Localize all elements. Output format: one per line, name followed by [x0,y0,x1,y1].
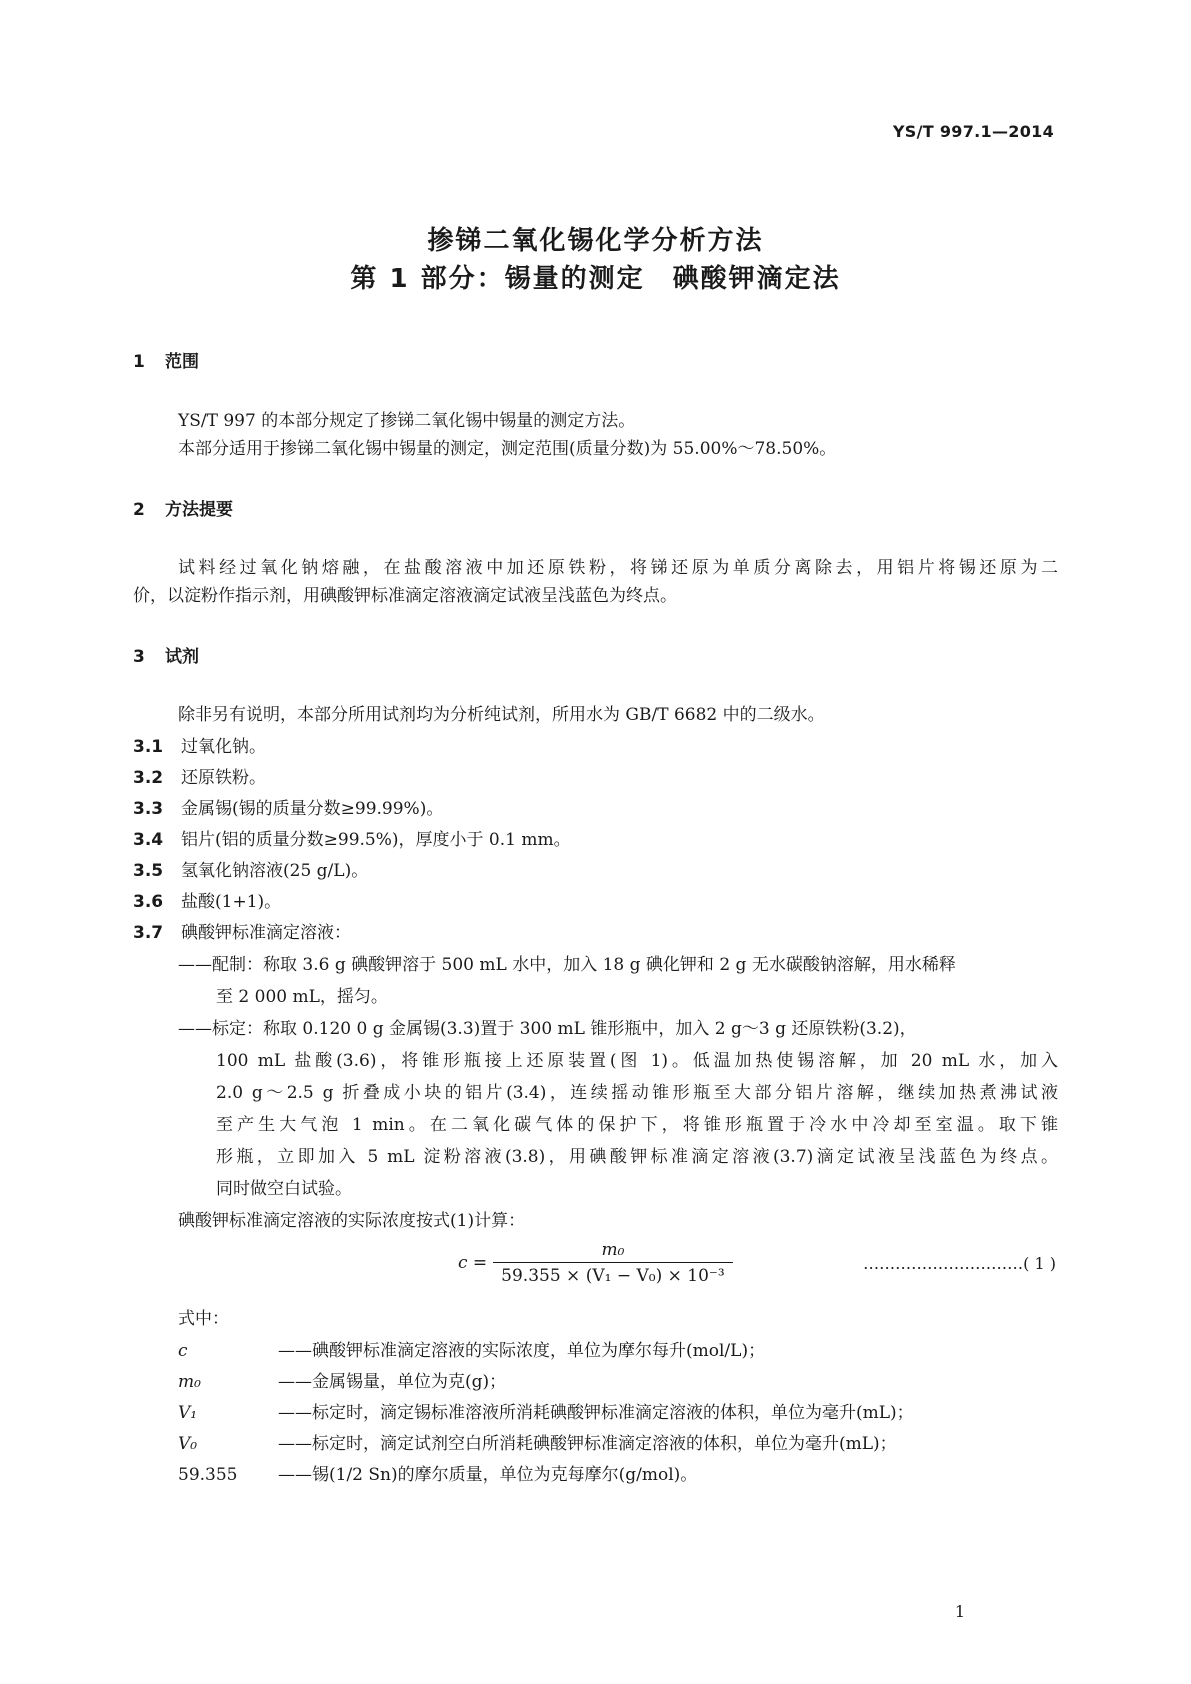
where-symbol: V₁ [178,1403,198,1423]
reagent-item [133,887,281,912]
formula-lhs: c = [458,1253,488,1273]
reagent-number: 3.1 [133,737,164,757]
reagent-text: 金属锡(锡的质量分数≥99.99%)。 [181,799,444,819]
scope-paragraph-1: YS/T 997 的本部分规定了掺锑二氧化锡中锡量的测定方法。 [178,411,636,431]
formula-tag: …………………………( 1 ) [863,1254,1056,1273]
reagent-text: 铝片(铝的质量分数≥99.5%)，厚度小于 0.1 mm。 [181,830,571,850]
where-symbol: 59.355 [178,1465,238,1485]
section-title: 试剂 [165,647,199,667]
method-paragraph-line-1: 试料经过氧化钠熔融，在盐酸溶液中加还原铁粉，将锑还原为单质分离除去，用铝片将锡还原为二 [178,558,1058,578]
where-description: ——标定时，滴定试剂空白所消耗碘酸钾标准滴定溶液的体积，单位为毫升(mL)； [278,1434,897,1454]
where-symbol: V₀ [178,1434,198,1454]
standardization-line-4: 至产生大气泡 1 min。在二氧化碳气体的保护下，将锥形瓶置于冷水中冷却至室温。取下锥 [216,1115,1058,1135]
where-description: ——碘酸钾标准滴定溶液的实际浓度，单位为摩尔每升(mol/L)； [278,1341,766,1361]
reagent-item [133,794,443,819]
where-entry [178,1398,914,1423]
reagent-text: 碘酸钾标准滴定溶液： [181,923,351,943]
section-heading-reagents [133,642,199,667]
standardization-line-2: 100 mL 盐酸(3.6)，将锥形瓶接上还原装置(图 1)。低温加热使锡溶解，加 20 mL 水，加入 [216,1051,1058,1071]
reagent-item [133,825,571,850]
reagent-item [133,763,266,788]
where-symbol: c [178,1341,188,1361]
where-entry [178,1429,897,1454]
reagent-item [133,918,351,943]
reagent-number: 3.3 [133,799,164,819]
preparation-line-1: ——配制：称取 3.6 g 碘酸钾溶于 500 mL 水中，加入 18 g 碘化钾和 2 g 无水碳酸钠溶解，用水稀释 [178,955,956,975]
preparation-line-2: 至 2 000 mL，摇匀。 [216,987,388,1007]
section-title: 范围 [165,352,199,372]
section-number: 3 [133,647,145,667]
where-entry [178,1460,697,1485]
reagents-intro: 除非另有说明，本部分所用试剂均为分析纯试剂，所用水为 GB/T 6682 中的二级水。 [178,705,825,725]
where-symbol: m₀ [178,1372,201,1392]
reagent-item [133,856,368,881]
reagent-text: 过氧化钠。 [181,737,266,757]
formula-fraction [493,1240,733,1286]
formula-numerator: m₀ [601,1240,625,1260]
scope-paragraph-2: 本部分适用于掺锑二氧化锡中锡量的测定，测定范围(质量分数)为 55.00%～78.50%。 [178,439,837,459]
document-title: 掺锑二氧化锡化学分析方法 [427,226,764,256]
reagent-number: 3.7 [133,923,164,943]
calculation-intro: 碘酸钾标准滴定溶液的实际浓度按式(1)计算： [178,1211,526,1231]
reagent-number: 3.4 [133,830,164,850]
reagent-number: 3.6 [133,892,164,912]
where-description: ——锡(1/2 Sn)的摩尔质量，单位为克每摩尔(g/mol)。 [278,1465,698,1485]
formula-1 [458,1240,733,1286]
where-description: ——金属锡量，单位为克(g)； [278,1372,507,1392]
where-description: ——标定时，滴定锡标准溶液所消耗碘酸钾标准滴定溶液的体积，单位为毫升(mL)； [278,1403,914,1423]
section-heading-scope [133,347,199,372]
formula-denominator: 59.355 × (V₁ − V₀) × 10⁻³ [493,1262,733,1286]
reagent-number: 3.2 [133,768,164,788]
standardization-line-5: 形瓶，立即加入 5 mL 淀粉溶液(3.8)，用碘酸钾标准滴定溶液(3.7)滴定试液呈浅蓝色为终点。 [216,1147,1058,1167]
section-heading-method [133,495,233,520]
standardization-line-3: 2.0 g～2.5 g 折叠成小块的铝片(3.4)，连续摇动锥形瓶至大部分铝片溶解，继续加热煮沸试液 [216,1083,1058,1103]
reagent-text: 还原铁粉。 [181,768,266,788]
reagent-item [133,732,266,757]
section-number: 2 [133,500,145,520]
where-entry [178,1336,765,1361]
section-number: 1 [133,352,145,372]
standardization-line-6: 同时做空白试验。 [216,1179,352,1199]
standardization-line-1: ——标定：称取 0.120 0 g 金属锡(3.3)置于 300 mL 锥形瓶中，加入 2 g～3 g 还原铁粉(3.2)， [178,1019,917,1039]
reagent-number: 3.5 [133,861,164,881]
method-paragraph-line-2: 价，以淀粉作指示剂，用碘酸钾标准滴定溶液滴定试液呈浅蓝色为终点。 [133,586,677,606]
standard-code: YS/T 997.1—2014 [892,122,1054,141]
page-number: 1 [954,1602,965,1621]
where-label: 式中： [178,1309,229,1329]
where-entry [178,1367,506,1392]
document-subtitle: 第 1 部分：锡量的测定 碘酸钾滴定法 [350,264,841,294]
reagent-text: 氢氧化钠溶液(25 g/L)。 [181,861,369,881]
section-title: 方法提要 [165,500,233,520]
reagent-text: 盐酸(1+1)。 [181,892,282,912]
